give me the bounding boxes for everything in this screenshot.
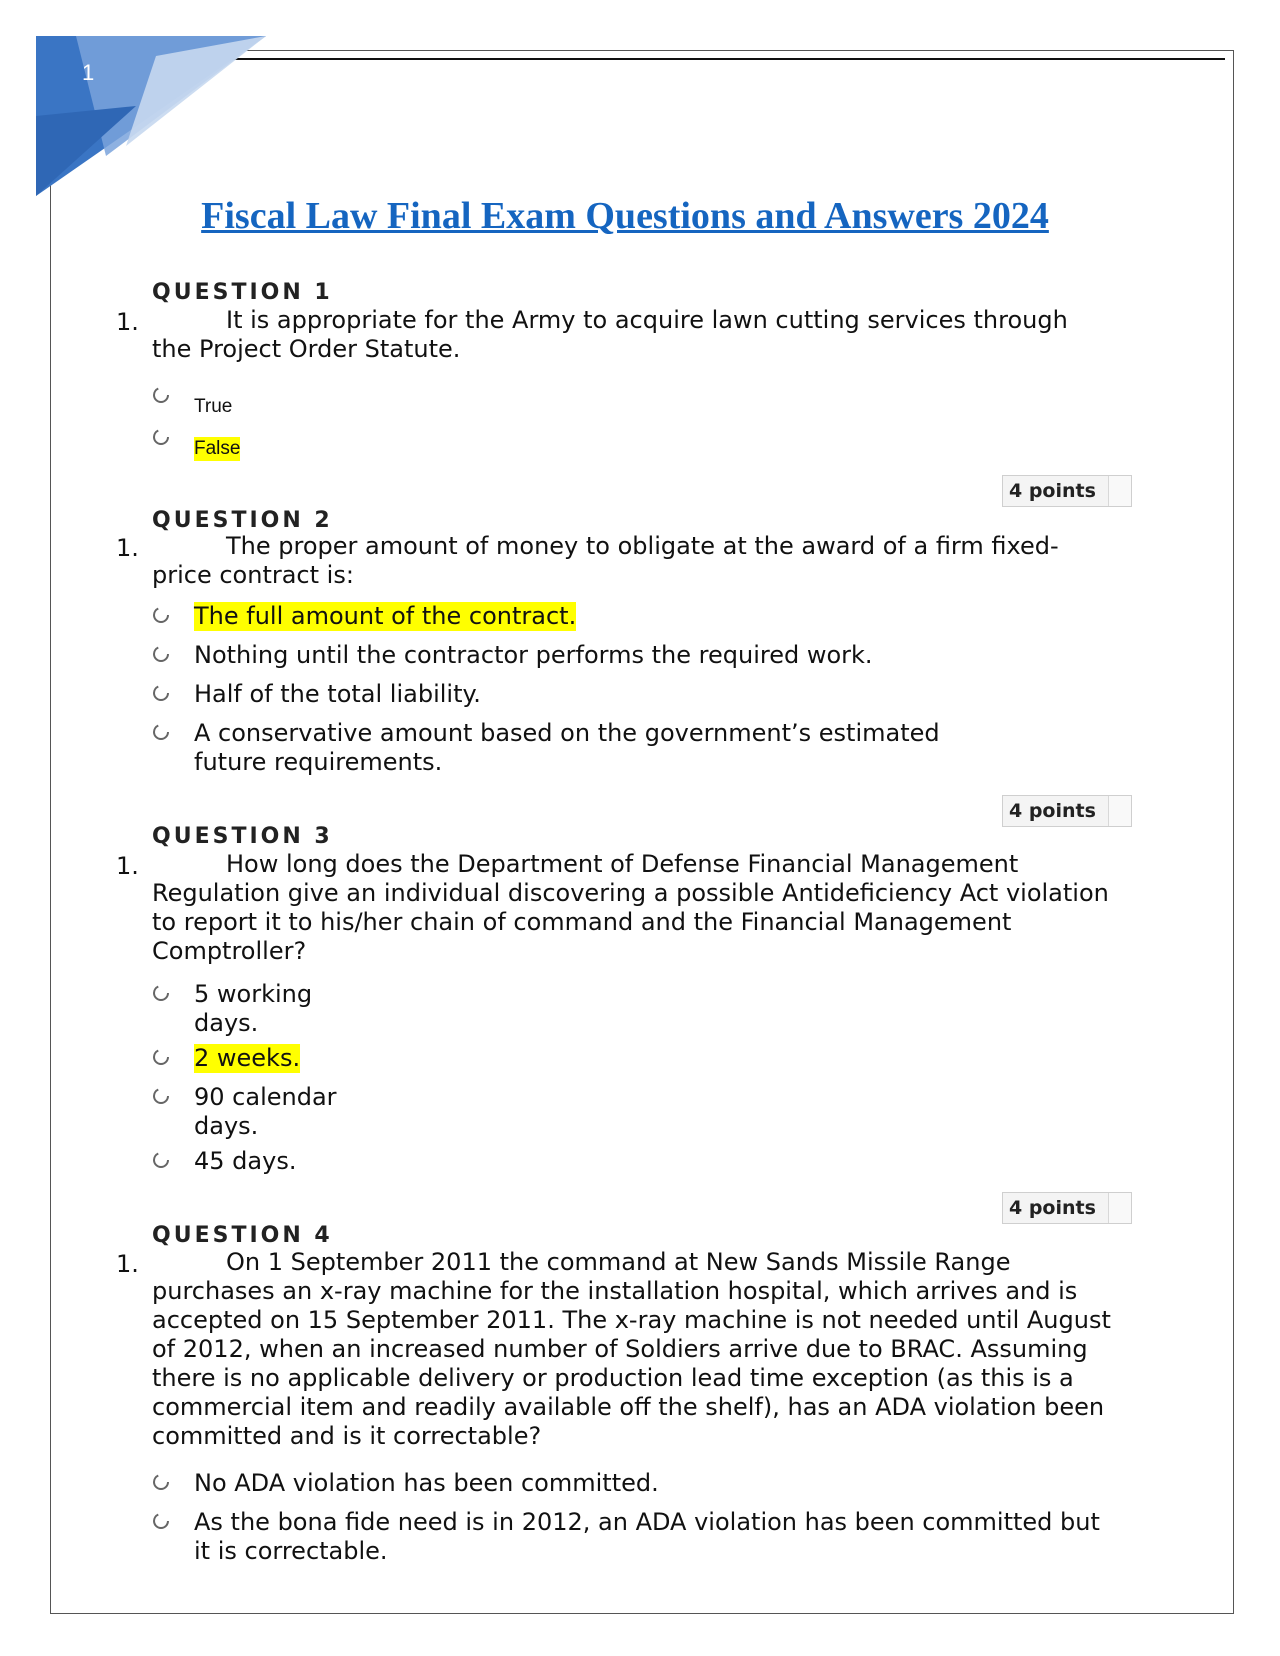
- page-title[interactable]: Fiscal Law Final Exam Questions and Answers 2024: [201, 195, 1049, 237]
- page-number: 1: [82, 60, 95, 85]
- question-3-option-3[interactable]: [152, 1083, 354, 1141]
- question-4-number: 1.: [116, 1250, 139, 1278]
- points-badge: [1002, 475, 1132, 507]
- corner-decoration: [36, 36, 276, 206]
- points-badge: [1002, 795, 1132, 827]
- radio-button-icon[interactable]: [152, 1087, 170, 1105]
- option-label: As the bona fide need is in 2012, an ADA violation has been committed but it is correctable.: [194, 1508, 1100, 1565]
- question-2-option-3[interactable]: [152, 680, 481, 709]
- radio-button-icon[interactable]: [152, 723, 170, 741]
- points-label: 4 points: [1009, 480, 1096, 502]
- option-label-answer: The full amount of the contract.: [194, 602, 577, 630]
- radio-button-icon[interactable]: [152, 386, 170, 404]
- radio-button-icon[interactable]: [152, 645, 170, 663]
- question-2-text: The proper amount of money to obligate at the award of a firm fixed-price contract is:: [152, 532, 1059, 589]
- question-1-option-1[interactable]: [152, 382, 232, 419]
- question-1-number: 1.: [116, 308, 139, 336]
- question-4-option-1[interactable]: [152, 1469, 659, 1498]
- radio-button-icon[interactable]: [152, 984, 170, 1002]
- question-4-text: On 1 September 2011 the command at New Sands Missile Range purchases an x-ray machine for the installation hospital, which arrives and is accepted on 15 September 2011. The x-ray machine is not needed until August of 2012, when an increased number of Soldiers arrive due to BRAC. Assuming there is no applicable delivery or production lead time exception (as this is a commercial item and readily available off the shelf), has an ADA violation been committed and is it correctable?: [152, 1248, 1111, 1450]
- question-2-option-4[interactable]: [152, 719, 974, 777]
- question-2-option-2[interactable]: [152, 641, 873, 670]
- question-3-text: How long does the Department of Defense Financial Management Regulation give an individual discovering a possible Antideficiency Act violation to report it to his/her chain of command and the Financial Management Comptroller?: [152, 850, 1109, 965]
- question-1-option-2[interactable]: [152, 424, 240, 461]
- radio-button-icon[interactable]: [152, 606, 170, 624]
- radio-button-icon[interactable]: [152, 1512, 170, 1530]
- question-4-option-2[interactable]: [152, 1508, 1114, 1566]
- question-3-option-2[interactable]: [152, 1044, 300, 1073]
- radio-button-icon[interactable]: [152, 428, 170, 446]
- points-label: 4 points: [1009, 800, 1096, 822]
- question-3-option-1[interactable]: [152, 980, 344, 1038]
- question-2-number: 1.: [116, 534, 139, 562]
- question-3-number: 1.: [116, 852, 139, 880]
- radio-button-icon[interactable]: [152, 1473, 170, 1491]
- question-2-option-1[interactable]: [152, 602, 576, 631]
- option-label: A conservative amount based on the government’s estimated future requirements.: [194, 719, 940, 776]
- question-1-header: QUESTION 1: [152, 280, 333, 305]
- points-label: 4 points: [1009, 1197, 1096, 1219]
- option-label: Nothing until the contractor performs the required work.: [194, 641, 873, 669]
- option-label: 45 days.: [194, 1147, 297, 1175]
- radio-button-icon[interactable]: [152, 684, 170, 702]
- option-label: 90 calendar days.: [194, 1083, 337, 1140]
- question-3-header: QUESTION 3: [152, 824, 333, 849]
- option-label-answer: 2 weeks.: [194, 1044, 301, 1072]
- question-3-option-4[interactable]: [152, 1147, 296, 1176]
- option-label: True: [194, 396, 233, 417]
- points-badge: [1002, 1192, 1132, 1224]
- radio-button-icon[interactable]: [152, 1151, 170, 1169]
- question-4-header: QUESTION 4: [152, 1223, 333, 1248]
- question-2-header: QUESTION 2: [152, 508, 333, 533]
- option-label-answer: False: [194, 438, 241, 459]
- question-1-text: It is appropriate for the Army to acquire lawn cutting services through the Project Order Statute.: [152, 306, 1068, 363]
- option-label: 5 working days.: [194, 980, 313, 1037]
- option-label: No ADA violation has been committed.: [194, 1469, 659, 1497]
- radio-button-icon[interactable]: [152, 1048, 170, 1066]
- option-label: Half of the total liability.: [194, 680, 481, 708]
